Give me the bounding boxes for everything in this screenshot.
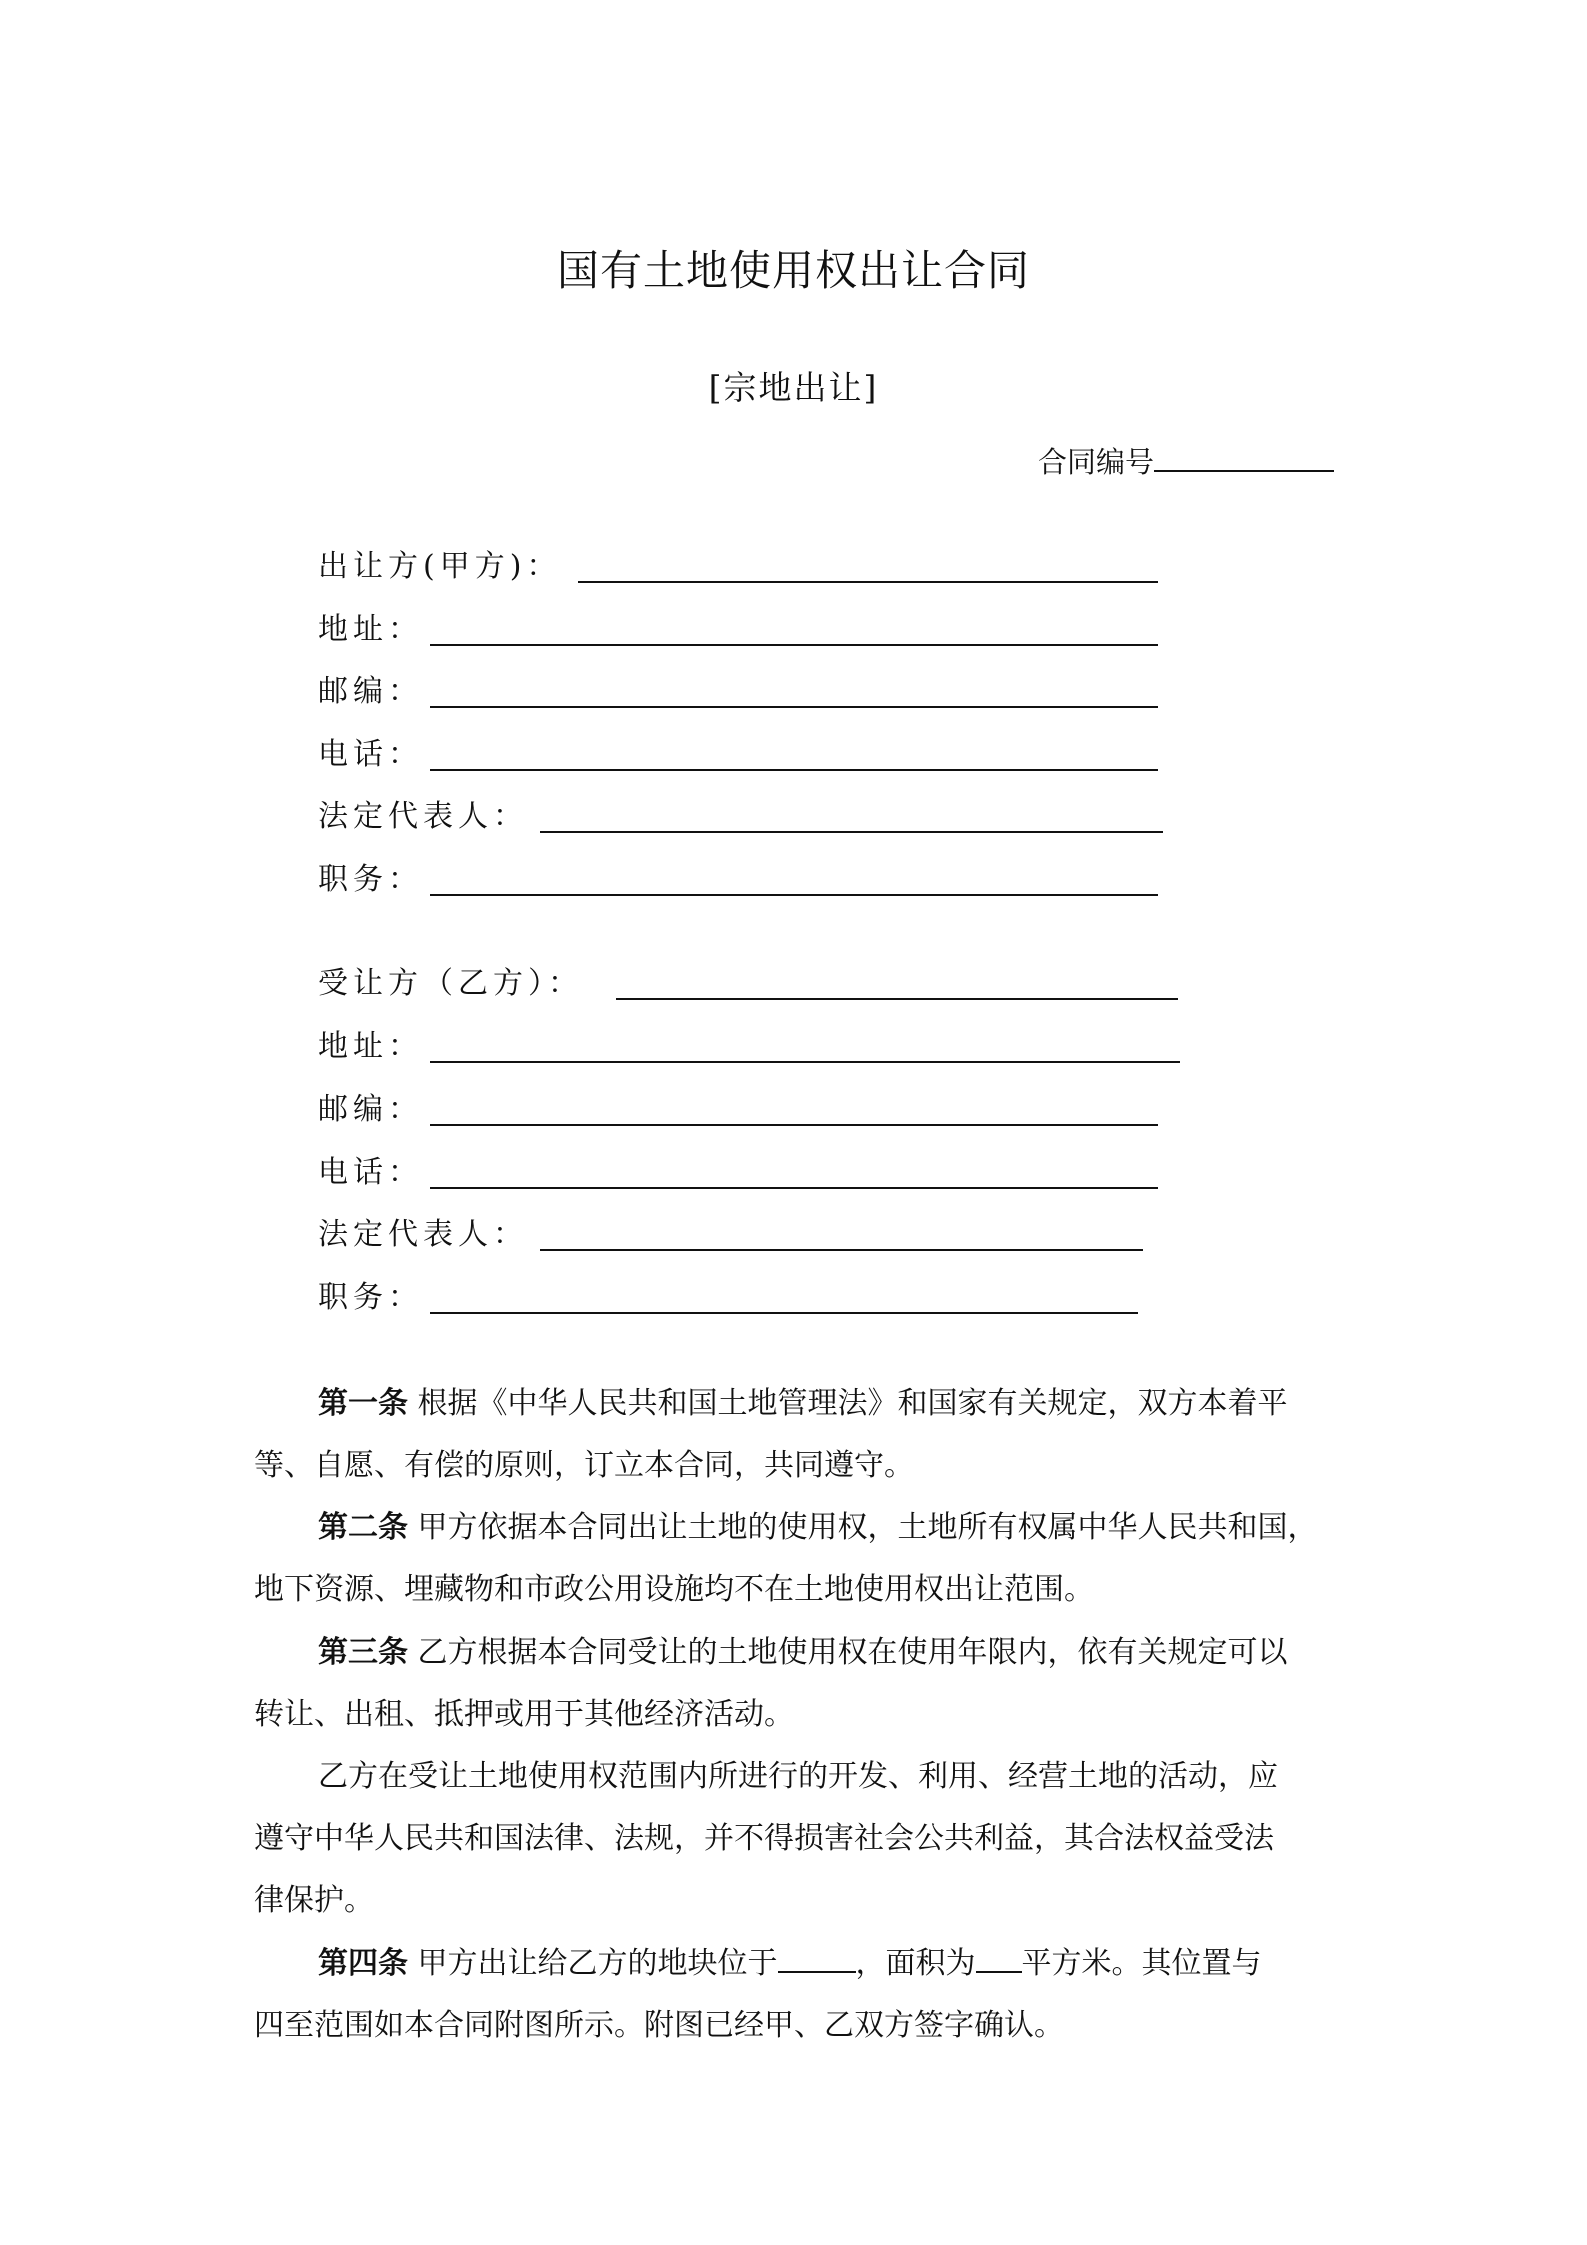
article-1 (254, 1373, 1354, 1497)
party-b-phone-label: 电话： (318, 1155, 423, 1190)
party-a-legal-rep-blank[interactable] (540, 831, 1163, 833)
article-3-heading: 第三条 (318, 1635, 408, 1670)
party-b-address-label: 地址： (318, 1029, 423, 1064)
party-b-legal-rep-label: 法定代表人： (318, 1217, 528, 1252)
party-a-phone-label: 电话： (318, 737, 423, 772)
party-a-address-blank[interactable] (430, 644, 1158, 646)
party-b-legal-rep-blank[interactable] (540, 1249, 1143, 1251)
document-subtitle: [宗地出让] (708, 368, 879, 407)
party-b-postcode-label: 邮编： (318, 1092, 423, 1127)
article-3-paragraph-2 (254, 1746, 1354, 1932)
party-a-position-label: 职务： (318, 862, 423, 897)
party-b-address-field (318, 1025, 1180, 1069)
party-a-legal-rep-label: 法定代表人： (318, 799, 528, 834)
party-a-postcode-label: 邮编： (318, 674, 423, 709)
party-b-address-blank[interactable] (430, 1061, 1180, 1063)
party-b-position-field (318, 1276, 1138, 1320)
article-4-text-2: ，面积为 (855, 1946, 976, 1981)
party-b-position-label: 职务： (318, 1280, 423, 1315)
article-2-text-2: 地下资源、埋藏物和市政公用设施均不在土地使用权出让范围。 (254, 1572, 1094, 1607)
article-2-heading: 第二条 (318, 1510, 408, 1545)
party-a-address-field (318, 608, 1158, 652)
party-b-phone-field (318, 1151, 1158, 1195)
party-a-address-label: 地址： (318, 612, 423, 647)
contract-number-label: 合同编号 (1038, 445, 1155, 479)
article-1-heading: 第一条 (318, 1386, 408, 1421)
party-a-name-label: 出让方(甲方)： (318, 549, 562, 584)
party-b-position-blank[interactable] (430, 1312, 1138, 1314)
document-title: 国有土地使用权出让合同 (556, 246, 1030, 295)
article-4 (254, 1933, 1354, 2057)
article-1-text-1: 根据《中华人民共和国土地管理法》和国家有关规定，双方本着平 (408, 1386, 1288, 1421)
article-3 (254, 1622, 1354, 1746)
article-4-text-1: 甲方出让给乙方的地块位于 (408, 1946, 778, 1981)
party-b-phone-blank[interactable] (430, 1187, 1158, 1189)
article-3-text-1: 乙方根据本合同受让的土地使用权在使用年限内，依有关规定可以 (408, 1635, 1288, 1670)
article-4-text-3: 平方米。其位置与 (1021, 1946, 1262, 1981)
party-b-name-label: 受让方（乙方）： (318, 966, 583, 1001)
contract-number-field (1038, 440, 1334, 481)
article-4-location-blank[interactable] (778, 1945, 856, 1973)
party-a-name-field (318, 545, 1158, 589)
article-3-text-2: 转让、出租、抵押或用于其他经济活动。 (254, 1697, 794, 1732)
article-1-text-2: 等、自愿、有偿的原则，订立本合同，共同遵守。 (254, 1448, 914, 1483)
party-b-postcode-field (318, 1088, 1158, 1132)
article-4-heading: 第四条 (318, 1946, 408, 1981)
article-4-text-4: 四至范围如本合同附图所示。附图已经甲、乙双方签字确认。 (254, 2008, 1064, 2043)
article-2 (254, 1497, 1354, 1621)
article-4-area-blank[interactable] (976, 1945, 1022, 1973)
contract-number-blank[interactable] (1154, 442, 1334, 472)
party-a-phone-field (318, 733, 1158, 777)
party-a-postcode-field (318, 670, 1158, 714)
article-2-text-1: 甲方依据本合同出让土地的使用权，土地所有权属中华人民共和国， (408, 1510, 1318, 1545)
party-b-postcode-blank[interactable] (430, 1124, 1158, 1126)
party-a-position-blank[interactable] (430, 894, 1158, 896)
party-a-name-blank[interactable] (578, 581, 1158, 583)
party-a-position-field (318, 858, 1158, 902)
article-3-para2-line-1: 乙方在受让土地使用权范围内所进行的开发、利用、经营土地的活动，应 (318, 1759, 1278, 1794)
party-b-name-blank[interactable] (616, 998, 1178, 1000)
article-3-para2-line-2: 遵守中华人民共和国法律、法规，并不得损害社会公共利益，其合法权益受法 (254, 1821, 1274, 1856)
article-3-para2-line-3: 律保护。 (254, 1883, 374, 1918)
party-a-legal-rep-field (318, 795, 1163, 839)
party-b-name-field (318, 962, 1178, 1006)
party-b-legal-rep-field (318, 1213, 1143, 1257)
party-a-postcode-blank[interactable] (430, 706, 1158, 708)
party-a-phone-blank[interactable] (430, 769, 1158, 771)
